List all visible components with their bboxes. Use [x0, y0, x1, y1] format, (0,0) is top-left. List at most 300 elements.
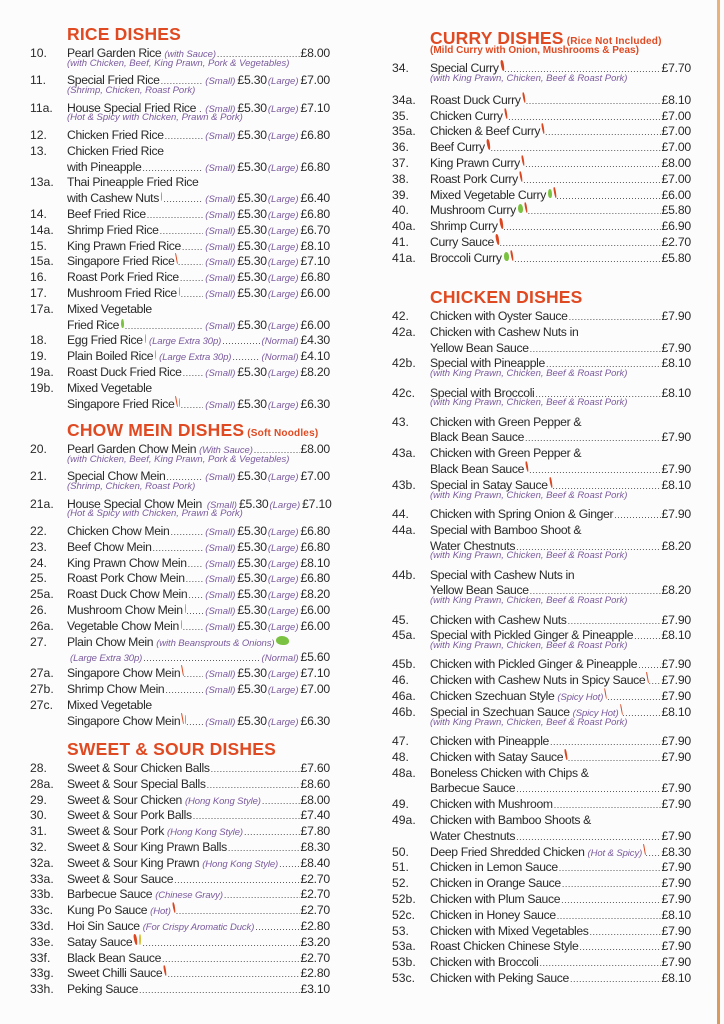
dot-leader [244, 824, 300, 840]
size-label-small: (Small) [205, 574, 236, 586]
item-name-line [430, 672, 691, 689]
item-name-line [430, 875, 691, 892]
item-name-line [67, 380, 330, 396]
item-name: Chicken with Peking Sauce [430, 970, 569, 985]
menu-item-row[interactable] [362, 250, 724, 266]
item-name: Chicken & Beef Curry [430, 124, 541, 139]
item-name: Barbecue Sauce [67, 887, 153, 902]
size-label-small: (Small) [205, 225, 236, 237]
item-description: (Hot & Spicy with Chicken, Prawn & Pork) [67, 112, 243, 124]
item-name: Sweet & Sour Sauce [67, 871, 174, 886]
menu-item-row[interactable] [362, 954, 724, 970]
dot-leader [529, 462, 660, 478]
menu-item-row[interactable] [362, 796, 724, 812]
dot-leader [224, 887, 300, 903]
price-small: £5.30 [237, 270, 267, 285]
menu-item-row[interactable] [362, 688, 724, 704]
price-small: £5.30 [237, 317, 267, 332]
item-number: 52c. [392, 907, 416, 922]
price-small: £5.30 [237, 618, 267, 633]
item-name: Shrimp Fried Rice [67, 222, 159, 237]
menu-item-row[interactable] [362, 672, 724, 688]
item-name: Chicken Szechuan Style [430, 689, 555, 703]
price: £7.90 [661, 828, 691, 843]
item-number: 17a. [30, 301, 54, 316]
item-number: 45. [392, 612, 409, 627]
item-name: Chicken Fried Rice [67, 143, 164, 158]
vegetarian-leaf-icon [145, 334, 146, 343]
price: £8.00 [300, 792, 330, 807]
menu-item-row[interactable] [0, 934, 362, 950]
item-name-line [430, 656, 691, 673]
menu-item-row[interactable] [0, 981, 362, 997]
item-number: 14a. [30, 222, 54, 237]
dot-leader [526, 93, 661, 109]
menu-item-row-continued[interactable] [0, 649, 362, 665]
item-number: 21. [30, 469, 47, 484]
size-label-small: (Small) [205, 241, 236, 253]
item-name: Roast Pork Curry [430, 171, 518, 186]
menu-item-row[interactable] [0, 665, 362, 681]
dot-leader [638, 657, 660, 673]
dot-leader [530, 341, 661, 357]
item-number: 46. [392, 673, 409, 688]
menu-item-row[interactable] [0, 950, 362, 966]
chili-icon [181, 713, 183, 724]
item-number: 16. [30, 270, 47, 285]
price: £7.90 [661, 340, 691, 355]
item-name-line [430, 139, 691, 156]
item-number: 52b. [392, 891, 416, 906]
item-note: (For Crispy Aromatic Duck) [142, 922, 255, 933]
size-label-small: (Small) [205, 194, 236, 206]
price: £8.00 [661, 156, 691, 170]
item-name-continued: Black Bean Sauce [430, 462, 524, 476]
menu-item-row[interactable] [0, 792, 362, 808]
price-large: £6.70 [300, 222, 330, 237]
item-number: 51. [392, 860, 409, 875]
dot-leader [163, 191, 203, 207]
menu-item-row[interactable] [0, 823, 362, 839]
price: £7.90 [661, 939, 691, 954]
item-number: 49a. [392, 812, 416, 827]
menu-item-row[interactable] [0, 555, 362, 571]
item-number: 53c. [392, 970, 416, 985]
price: £2.70 [300, 871, 330, 886]
price: £8.00 [300, 46, 330, 60]
menu-item-row[interactable] [362, 522, 724, 538]
item-name: Hoi Sin Sauce [67, 919, 140, 933]
item-name-continued: Singapore Fried Rice [67, 396, 175, 411]
menu-item-row[interactable] [362, 187, 724, 203]
price-large: £8.20 [300, 587, 330, 602]
size-label-small: (Small) [205, 684, 236, 696]
dot-leader [525, 430, 661, 446]
item-number: 15a. [30, 254, 54, 269]
item-name-continued: Barbecue Sauce [430, 781, 516, 796]
menu-item-row-continued[interactable] [362, 340, 724, 356]
vegetarian-leaf-icon [276, 636, 289, 645]
item-name: Chicken in Lemon Sauce [430, 860, 558, 875]
menu-item-row[interactable] [362, 324, 724, 340]
menu-item-row[interactable] [0, 539, 362, 555]
price: £7.80 [300, 824, 330, 839]
menu-item-row[interactable] [0, 332, 362, 348]
item-name: Roast Pork Fried Rice [67, 270, 179, 285]
item-number: 48a. [392, 765, 416, 780]
menu-item-row[interactable] [362, 891, 724, 907]
item-number: 36. [392, 140, 409, 155]
price-large: £7.10 [302, 496, 332, 511]
dot-leader [255, 919, 299, 935]
menu-item-row-continued[interactable] [362, 828, 724, 844]
item-description: (Shrimp, Chicken, Roast Pork) [67, 481, 196, 493]
price-large: £7.00 [300, 73, 330, 88]
item-name: Chicken Fried Rice [67, 127, 164, 142]
price: £2.70 [300, 950, 330, 965]
item-number: 11a. [30, 100, 53, 115]
item-name: Sweet & Sour Chicken Balls [67, 761, 210, 775]
item-number: 23. [30, 539, 47, 554]
item-number: 50. [392, 844, 409, 859]
menu-item-row[interactable] [362, 567, 724, 583]
price: £2.80 [300, 966, 330, 981]
item-name: Special with Pickled Ginger & Pineapple [430, 628, 634, 643]
item-name: Egg Fried Rice [67, 333, 143, 348]
dot-leader [545, 124, 660, 140]
price-small: £5.30 [237, 602, 267, 617]
vegetarian-leaf-icon [518, 204, 523, 213]
dot-leader [570, 971, 661, 987]
size-label-large: (Large) [267, 162, 299, 174]
item-name: House Special Chow Mein [67, 496, 202, 511]
menu-item-row[interactable] [362, 612, 724, 628]
price: £8.10 [661, 92, 691, 107]
menu-item-row[interactable] [362, 414, 724, 430]
dot-leader [649, 673, 661, 689]
menu-item-row[interactable] [362, 938, 724, 954]
menu-item-row[interactable] [362, 506, 724, 522]
menu-item-row[interactable] [0, 285, 362, 301]
item-description: (with King Prawn, Chicken, Beef & Roast Pork) [430, 72, 628, 84]
menu-item-row[interactable] [362, 923, 724, 939]
price-small: £5.30 [237, 555, 267, 570]
menu-item-row[interactable] [362, 92, 724, 108]
menu-item-row[interactable] [0, 253, 362, 269]
menu-item-row[interactable] [0, 127, 362, 143]
dot-leader [183, 365, 204, 381]
menu-item-row[interactable] [362, 844, 724, 860]
item-description: (with King Prawn, Chicken, Beef & Roast Pork) [430, 640, 628, 652]
menu-item-row[interactable] [0, 222, 362, 238]
item-number: 33d. [30, 919, 54, 933]
menu-item-row[interactable] [362, 907, 724, 923]
menu-item-row[interactable] [362, 970, 724, 986]
dot-leader [142, 160, 203, 176]
vegetarian-leaf-icon [185, 715, 186, 724]
size-label-large: (Large) [267, 257, 299, 269]
menu-item-row-continued[interactable] [362, 461, 724, 477]
price: £5.80 [661, 203, 691, 218]
item-number: 33a. [30, 871, 54, 886]
menu-item-row[interactable] [0, 965, 362, 981]
item-number: 42. [392, 309, 409, 323]
item-number: 46a. [392, 689, 416, 703]
menu-item-row[interactable] [362, 139, 724, 155]
item-number: 44a. [392, 522, 416, 537]
price: £7.90 [661, 891, 691, 906]
menu-item-row[interactable] [0, 206, 362, 222]
price-small: £5.30 [237, 396, 267, 411]
section-title-text: CHOW MEIN DISHES [67, 420, 245, 440]
dot-leader [516, 781, 660, 797]
item-name: Chicken in Honey Sauce [430, 907, 556, 922]
item-number: 31. [30, 824, 47, 839]
price-small: £5.30 [237, 73, 267, 88]
item-number: 25. [30, 571, 47, 586]
menu-item-row[interactable] [0, 269, 362, 285]
menu-item-row[interactable] [362, 171, 724, 187]
size-label-large: (Large) [267, 288, 299, 300]
menu-item-row[interactable] [362, 308, 724, 324]
item-number: 35. [392, 108, 409, 123]
menu-item-row[interactable] [362, 812, 724, 828]
price-small: £5.30 [237, 539, 267, 554]
item-number: 40. [392, 203, 409, 218]
item-number: 11. [30, 73, 47, 88]
item-name-continued: Singapore Chow Mein [67, 713, 181, 728]
item-note: (with Sauce) [164, 49, 216, 60]
item-number: 42c. [392, 385, 416, 400]
item-name-line [430, 414, 691, 430]
menu-item-row[interactable] [362, 234, 724, 250]
price: £7.90 [661, 657, 691, 672]
size-label-small: (Small) [205, 605, 236, 617]
menu-item-row-continued[interactable] [0, 317, 362, 333]
menu-item-row[interactable] [0, 586, 362, 602]
menu-item-row-continued[interactable] [0, 396, 362, 412]
price: £7.00 [661, 140, 691, 155]
item-name-line [430, 522, 691, 538]
menu-item-row[interactable] [0, 918, 362, 934]
item-name: Curry Sauce [430, 235, 494, 249]
menu-item-row[interactable] [0, 776, 362, 792]
item-name: Special in Szechuan Sauce [430, 704, 570, 719]
menu-item-row-continued[interactable] [362, 780, 724, 796]
item-name-line [430, 828, 691, 845]
item-note: (Spicy Hot) [557, 692, 604, 703]
menu-item-row[interactable] [0, 143, 362, 159]
item-number: 44b. [392, 567, 416, 582]
menu-item-row[interactable] [362, 733, 724, 749]
item-name: Mixed Vegetable [67, 697, 152, 712]
menu-item-row[interactable] [362, 859, 724, 875]
price: £7.90 [661, 462, 691, 476]
dot-leader [569, 309, 661, 325]
section-title [67, 24, 181, 45]
dot-leader [160, 223, 204, 239]
item-name-continued: Fried Rice [67, 317, 120, 332]
price-large: £7.00 [300, 469, 330, 484]
menu-item-row[interactable] [0, 886, 362, 902]
menu-item-row[interactable] [0, 697, 362, 713]
dot-leader [516, 829, 660, 845]
item-name: Sweet & Sour Chicken [67, 792, 182, 807]
menu-item-row[interactable] [362, 202, 724, 218]
dot-leader [562, 876, 661, 892]
menu-item-row[interactable] [0, 839, 362, 855]
item-name-line [430, 749, 691, 766]
price-large: £7.10 [300, 254, 330, 269]
menu-item-row[interactable] [0, 602, 362, 618]
size-label-large: (Large) [267, 716, 299, 728]
item-name: Mushroom Curry [430, 203, 516, 218]
item-description: (with King Prawn, Chicken, Beef & Roast Pork) [430, 368, 628, 380]
menu-item-row[interactable] [0, 760, 362, 776]
menu-item-row[interactable] [0, 902, 362, 918]
item-number: 41. [392, 235, 409, 249]
dot-leader [181, 286, 204, 302]
dot-leader [528, 203, 661, 219]
size-label-large: (Large) [267, 669, 299, 681]
section-title [67, 420, 318, 441]
menu-item-row[interactable] [362, 218, 724, 234]
item-name-line [67, 760, 330, 777]
size-label-small: (Small) [205, 162, 236, 174]
price: £8.60 [300, 776, 330, 791]
price: £2.70 [300, 903, 330, 918]
dot-leader [170, 524, 203, 540]
size-label-normal: (Normal) [261, 336, 299, 348]
menu-item-row[interactable] [362, 656, 724, 672]
item-name: Sweet & Sour Special Balls [67, 776, 206, 791]
size-label-small: (Small) [205, 209, 236, 221]
item-description: (with King Prawn, Chicken, Beef & Roast Pork) [430, 716, 628, 728]
size-label-small: (Small) [205, 288, 236, 300]
item-name: Sweet & Sour King Prawn Balls [67, 840, 227, 854]
menu-item-row[interactable] [362, 123, 724, 139]
menu-item-row[interactable] [362, 445, 724, 461]
menu-item-row[interactable] [0, 301, 362, 317]
item-name: Singapore Fried Rice [67, 254, 175, 269]
section-subtitle: (Soft Noodles) [247, 428, 319, 439]
menu-item-row[interactable] [362, 155, 724, 171]
price-small: £5.30 [237, 127, 267, 142]
dot-leader [193, 808, 300, 824]
item-number: 15. [30, 238, 47, 253]
item-name: Special Fried Rice [67, 73, 160, 88]
menu-item-row[interactable] [362, 749, 724, 765]
menu-item-row[interactable] [0, 364, 362, 380]
menu-item-row[interactable] [0, 634, 362, 650]
item-name-line [430, 187, 691, 204]
size-label-small: (Small) [205, 542, 236, 554]
price: £7.00 [661, 124, 691, 139]
size-label-small: (Small) [205, 320, 236, 332]
menu-item-row[interactable] [362, 875, 724, 891]
dot-leader [181, 397, 204, 413]
price: £7.90 [661, 955, 691, 970]
size-label-large: (Large) [267, 225, 299, 237]
menu-item-row-continued[interactable] [0, 190, 362, 206]
menu-item-row[interactable] [0, 348, 362, 364]
item-description: (with King Prawn, Chicken, Beef & Roast Pork) [430, 397, 628, 409]
menu-item-row[interactable] [0, 807, 362, 823]
size-label-small: (Small) [205, 621, 236, 633]
item-name: Black Bean Sauce [67, 950, 161, 965]
menu-item-row[interactable] [0, 523, 362, 539]
price-small: £5.30 [237, 238, 267, 253]
price: £8.30 [661, 844, 691, 859]
price-large: £8.10 [300, 238, 330, 253]
menu-item-row[interactable] [0, 174, 362, 190]
menu-item-row[interactable] [362, 765, 724, 781]
item-name: Mushroom Chow Mein [67, 602, 183, 617]
size-label-small: (Small) [205, 76, 236, 88]
price: £8.10 [661, 704, 691, 719]
item-note: (With Sauce) [199, 445, 253, 456]
dot-leader [634, 628, 660, 644]
price: £2.80 [300, 919, 330, 933]
price: £8.10 [661, 385, 691, 400]
item-name-line [430, 445, 691, 461]
menu-item-row-continued[interactable] [0, 713, 362, 729]
price-small: £5.30 [237, 681, 267, 696]
dot-leader [184, 666, 204, 682]
menu-item-row-continued[interactable] [0, 159, 362, 175]
item-number: 48. [392, 749, 409, 764]
item-name-line [430, 92, 691, 109]
size-label-large: (Large) [267, 130, 299, 142]
item-number: 53a. [392, 939, 416, 954]
size-label-large: (Large) [267, 194, 299, 206]
menu-item-row[interactable] [362, 108, 724, 124]
menu-item-row[interactable] [0, 681, 362, 697]
dot-leader [125, 318, 203, 334]
menu-item-row[interactable] [0, 380, 362, 396]
item-name-continued: Yellow Bean Sauce [430, 583, 529, 598]
size-label-small: (Small) [205, 257, 236, 269]
item-name: Special with Pineapple [430, 356, 545, 371]
price: £7.90 [661, 689, 691, 703]
price-large: £6.00 [300, 602, 330, 617]
size-label-large: (Large) [267, 590, 299, 602]
menu-item-row-continued[interactable] [362, 429, 724, 445]
item-name-line [430, 108, 691, 125]
price: £7.00 [661, 171, 691, 186]
price: £7.90 [661, 673, 691, 688]
dot-leader [523, 172, 660, 188]
size-label-large: (Large) [267, 241, 299, 253]
item-number: 33c. [30, 903, 54, 918]
price-small: £5.30 [237, 191, 267, 206]
item-number: 53. [392, 923, 409, 938]
price-large: £6.80 [300, 270, 330, 285]
item-name: Beef Chow Mein [67, 539, 152, 554]
item-number: 27a. [30, 666, 54, 681]
section-title-text: CURRY DISHES [430, 28, 564, 48]
item-name-line [67, 807, 330, 824]
menu-item-row[interactable] [0, 570, 362, 586]
dot-leader [165, 128, 204, 144]
menu-item-row[interactable] [0, 855, 362, 871]
item-number: 35a. [392, 124, 416, 139]
menu-item-row[interactable] [0, 618, 362, 634]
menu-item-row[interactable] [0, 871, 362, 887]
item-name: Special with Cashew Nuts in [430, 567, 575, 582]
price: £7.60 [300, 761, 330, 775]
menu-item-row[interactable] [0, 238, 362, 254]
